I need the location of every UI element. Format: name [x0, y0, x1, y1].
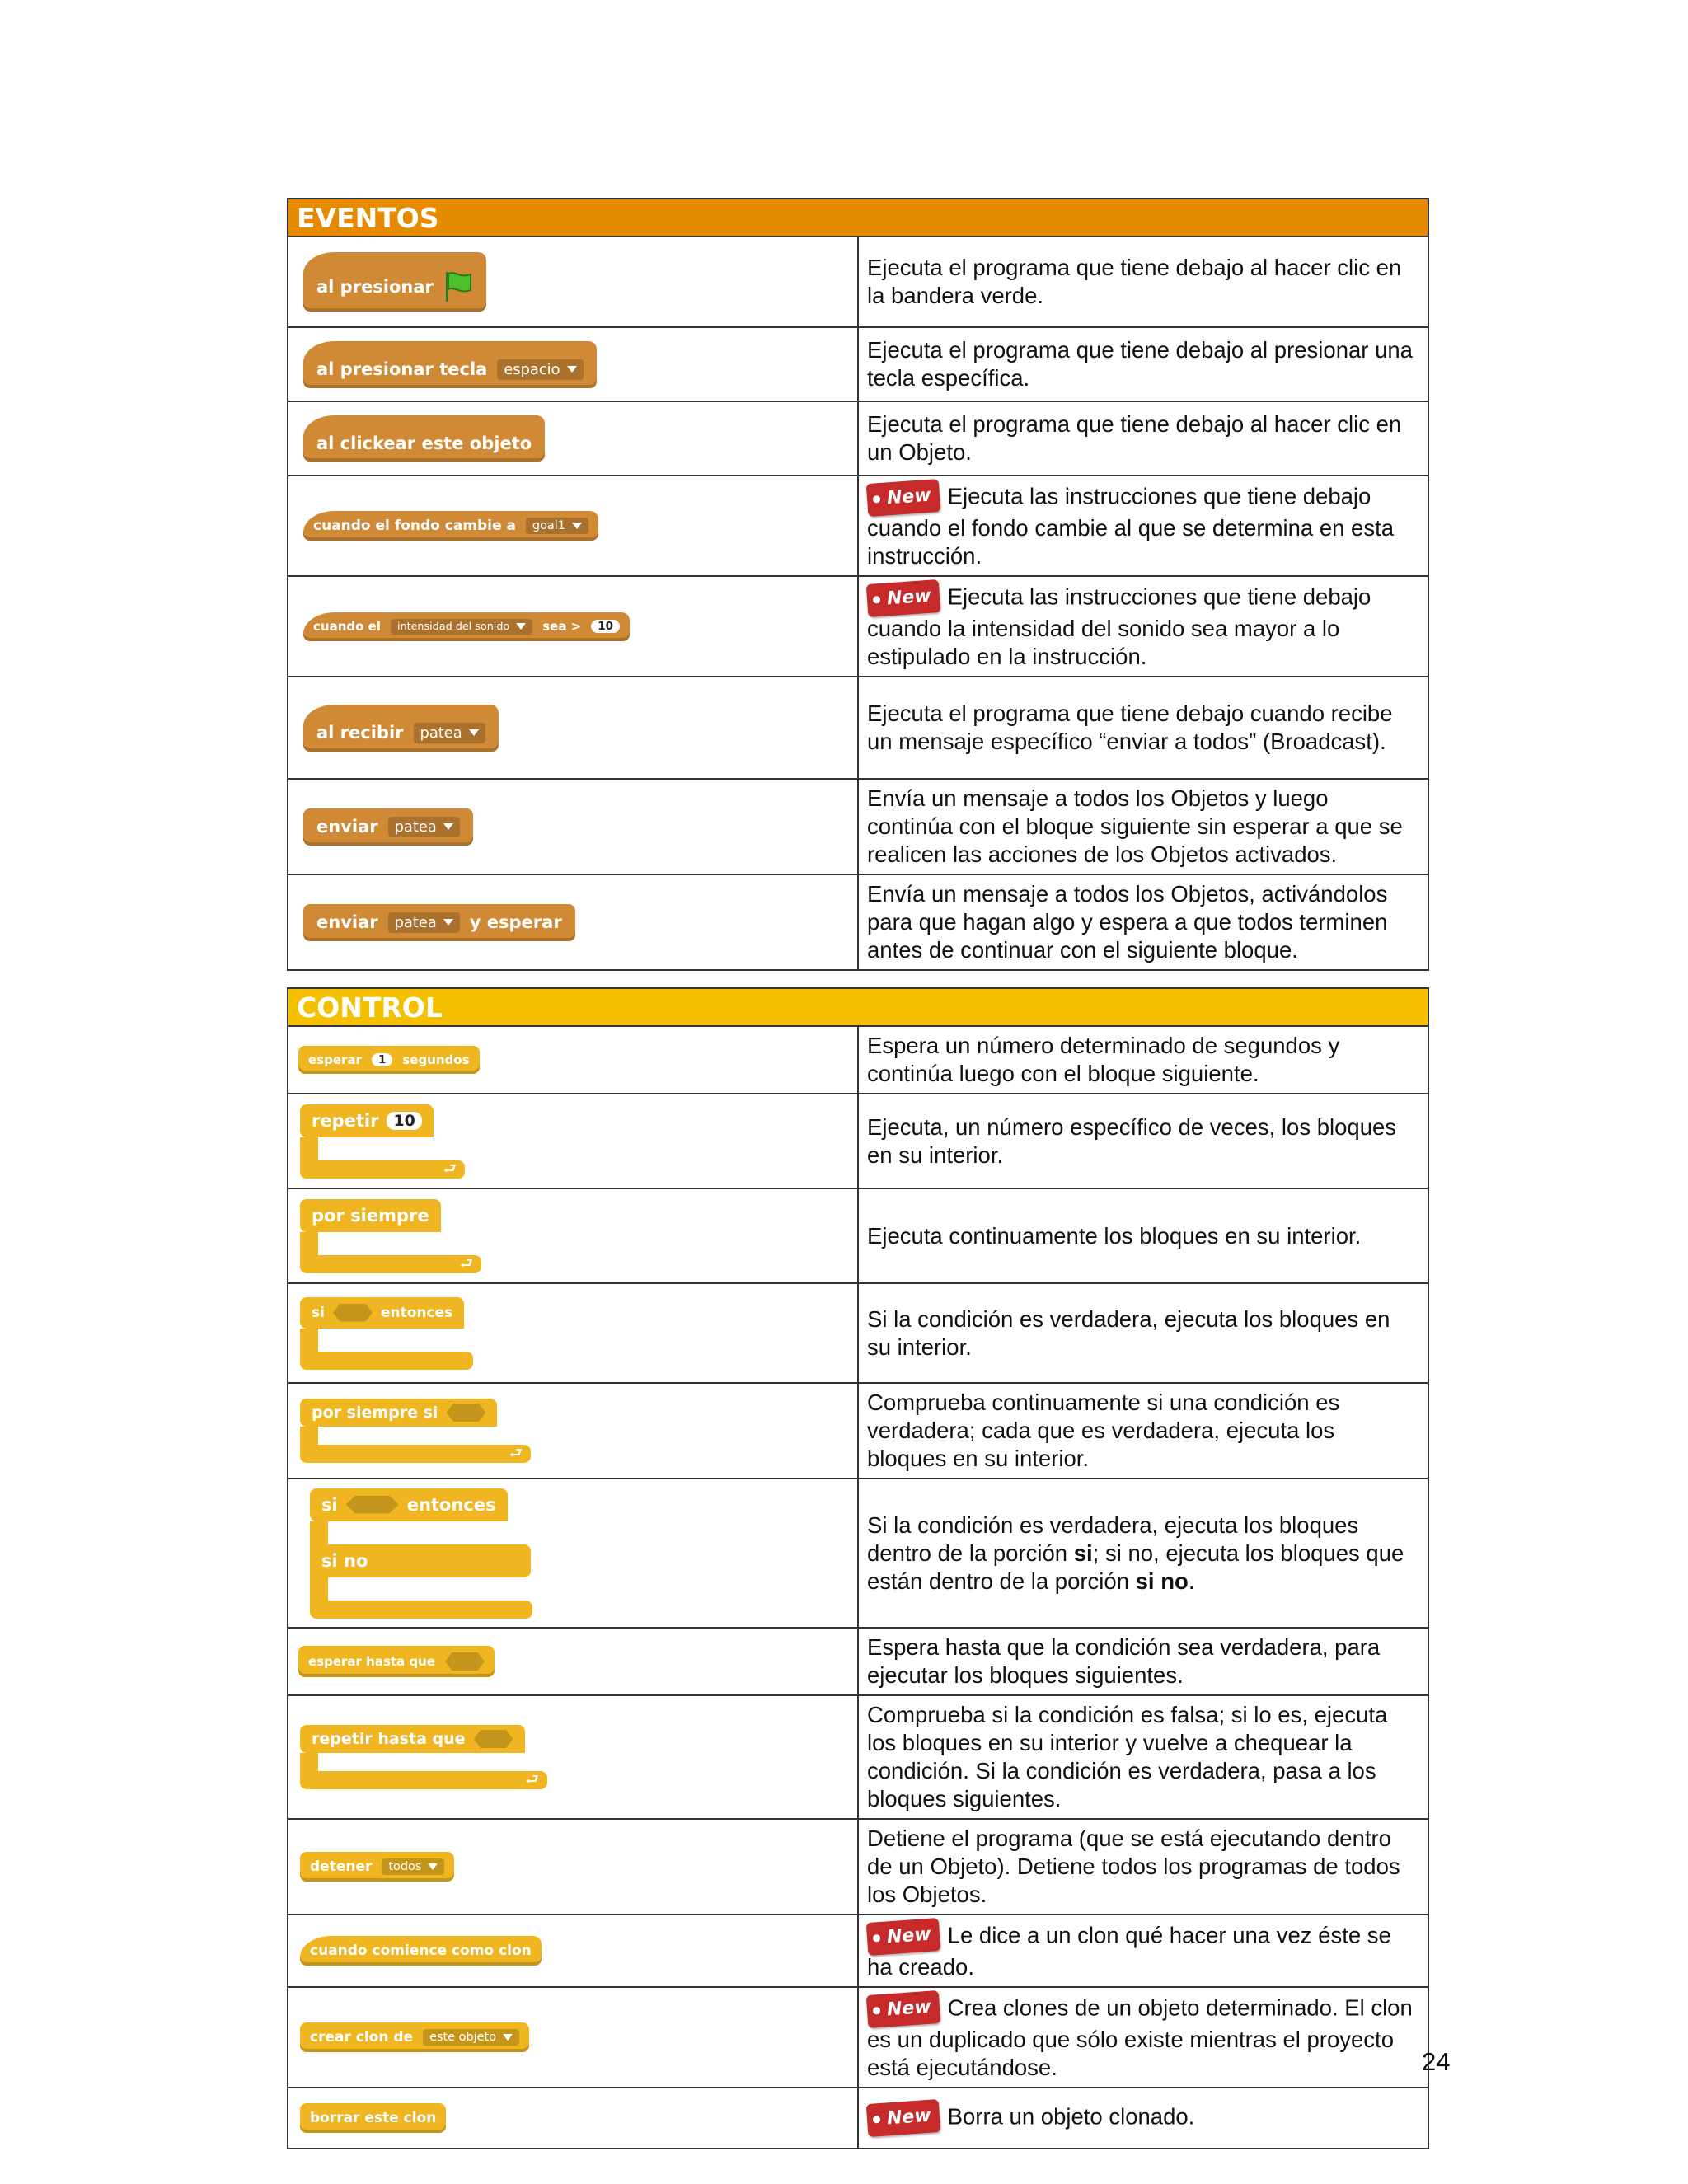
block-label: al recibir — [316, 723, 404, 743]
block-top — [310, 1488, 508, 1521]
block-label: repetir hasta que — [312, 1730, 466, 1748]
new-tag-icon: New — [866, 1990, 940, 2028]
chevron-down-icon — [516, 623, 526, 630]
block-arm — [300, 1232, 318, 1255]
description-text: Crea clones de un objeto determinado. El clon es un duplicado que sólo existe mientras el proyecto está ejecutándose. — [867, 1994, 1413, 2080]
scratch-block-broadcast — [303, 808, 473, 846]
table-row — [288, 1695, 1428, 1819]
block-cell — [288, 1695, 858, 1819]
scratch-block-stop — [300, 1852, 454, 1882]
scratch-block-backdrop-switch — [303, 511, 598, 541]
block-label: sea > — [542, 619, 582, 634]
dropdown — [497, 359, 583, 380]
block-bottom — [300, 1771, 547, 1789]
description — [858, 1915, 1428, 1987]
block-arm — [300, 1753, 318, 1771]
block-label: detener — [310, 1858, 373, 1875]
block-bottom — [300, 1445, 531, 1463]
table-row — [288, 237, 1428, 327]
block-cell — [288, 1383, 858, 1479]
table-row — [288, 1094, 1428, 1188]
block-label: crear clon de — [310, 2029, 414, 2046]
description: Ejecuta el programa que tiene debajo al hacer clic en la bandera verde. — [858, 237, 1428, 327]
chevron-down-icon — [567, 366, 577, 373]
new-tag-icon: New — [866, 2099, 940, 2137]
dropdown — [388, 817, 460, 837]
block-bottom — [300, 1255, 481, 1273]
description-text: Ejecuta las instrucciones que tiene debajo cuando la intensidad del sonido sea mayor a lo estipulado en la instrucción. — [867, 583, 1372, 669]
condition-slot — [446, 1404, 485, 1422]
block-label: al presionar tecla — [316, 359, 488, 379]
dropdown-value: todos — [388, 1860, 422, 1873]
description: Ejecuta el programa que tiene debajo al hacer clic en un Objeto. — [858, 401, 1428, 476]
table-row — [288, 1383, 1428, 1479]
block-arm — [310, 1521, 328, 1544]
table-row — [288, 1188, 1428, 1283]
block-label: enviar — [316, 817, 378, 837]
block-cell — [288, 874, 858, 970]
block-label: y esperar — [469, 912, 562, 932]
block-cell — [288, 779, 858, 874]
block-cell — [288, 401, 858, 476]
dropdown-value: patea — [420, 724, 462, 742]
description: Si la condición es verdadera, ejecuta los bloques en su interior. — [858, 1283, 1428, 1383]
scratch-block-forever — [300, 1199, 481, 1273]
scratch-block-receive — [303, 705, 499, 752]
block-label: cuando comience como clon — [310, 1943, 532, 1959]
block-cell — [288, 476, 858, 576]
block-label: cuando el fondo cambie a — [313, 518, 516, 534]
block-label: si — [321, 1494, 338, 1515]
description-bold: si no — [1135, 1568, 1189, 1594]
description: Ejecuta el programa que tiene debajo al presionar una tecla específica. — [858, 327, 1428, 401]
description — [858, 1479, 1428, 1628]
table-row — [288, 1479, 1428, 1628]
table-row — [288, 779, 1428, 874]
block-label: esperar — [308, 1052, 362, 1067]
eventos-header: EVENTOS — [288, 199, 1428, 237]
scratch-block-sprite-click — [303, 415, 545, 462]
scratch-block-forever-if — [300, 1399, 531, 1463]
number-input: 1 — [372, 1053, 392, 1066]
chevron-down-icon — [469, 729, 479, 736]
scratch-block-wait-until — [298, 1646, 495, 1677]
table-row — [288, 401, 1428, 476]
condition-slot — [445, 1652, 485, 1671]
description: Ejecuta, un número específico de veces, los bloques en su interior. — [858, 1094, 1428, 1188]
table-row — [288, 476, 1428, 576]
table-row — [288, 1915, 1428, 1987]
dropdown — [391, 619, 532, 635]
scratch-block-if-else — [310, 1488, 532, 1619]
block-cell — [288, 237, 858, 327]
number-input: 10 — [591, 620, 620, 633]
green-flag-icon — [443, 270, 473, 303]
block-label: por siempre — [312, 1205, 429, 1226]
loop-arrow-icon: ⮐ — [525, 1771, 539, 1788]
block-label: si — [312, 1304, 325, 1321]
block-cell — [288, 1987, 858, 2088]
dropdown — [414, 723, 485, 743]
description-bold: si — [1073, 1540, 1093, 1566]
block-cell — [288, 1479, 858, 1628]
block-top — [300, 1399, 497, 1427]
control-table — [287, 987, 1429, 2149]
description: Detiene el programa (que se está ejecutando dentro de un Objeto). Detiene todos los programas de todos los Objetos. — [858, 1819, 1428, 1915]
scratch-block-sensor-greater — [303, 612, 630, 641]
description: Ejecuta el programa que tiene debajo cuando recibe un mensaje específico “enviar a todos” (Broadcast). — [858, 677, 1428, 779]
number-input: 10 — [387, 1112, 421, 1130]
loop-arrow-icon: ⮐ — [443, 1160, 457, 1178]
block-cell — [288, 1819, 858, 1915]
condition-slot — [474, 1730, 513, 1748]
chevron-down-icon — [428, 1863, 438, 1870]
block-cell — [288, 1026, 858, 1094]
table-row — [288, 874, 1428, 970]
chevron-down-icon — [443, 823, 453, 830]
condition-slot — [333, 1304, 373, 1322]
dropdown-value: intensidad del sonido — [396, 620, 510, 633]
block-label: al presionar — [316, 277, 434, 297]
new-tag-icon: New — [866, 579, 940, 617]
scratch-block-broadcast-wait — [303, 904, 575, 941]
scratch-block-repeat — [300, 1104, 465, 1179]
block-label: entonces — [406, 1494, 496, 1515]
block-cell — [288, 2088, 858, 2149]
scratch-block-if — [300, 1297, 473, 1370]
loop-arrow-icon: ⮐ — [459, 1254, 473, 1272]
block-cell — [288, 576, 858, 677]
dropdown-value: patea — [394, 913, 437, 931]
chevron-down-icon — [503, 2034, 513, 2041]
block-arm — [300, 1427, 318, 1445]
block-label: si no — [321, 1550, 368, 1571]
block-cell — [288, 1915, 858, 1987]
new-tag-icon: New — [866, 479, 940, 517]
table-row — [288, 2088, 1428, 2149]
description: Espera un número determinado de segundos y continúa luego con el bloque siguiente. — [858, 1026, 1428, 1094]
block-top — [300, 1104, 434, 1137]
block-bottom — [300, 1352, 473, 1370]
block-top — [300, 1199, 441, 1232]
description: Comprueba continuamente si una condición es verdadera; cada que es verdadera, ejecuta los bloques en su interior. — [858, 1383, 1428, 1479]
block-label: por siempre si — [312, 1404, 438, 1422]
dropdown — [382, 1858, 444, 1875]
block-top — [300, 1725, 525, 1753]
description — [858, 2088, 1428, 2149]
scratch-block-delete-clone — [300, 2103, 446, 2133]
description-text: . — [1188, 1568, 1195, 1594]
block-label: cuando el — [313, 619, 381, 634]
description-text: ; si no, ejecuta los bloques que están dentro de la porción — [867, 1540, 1404, 1594]
block-label: entonces — [380, 1304, 453, 1321]
dropdown — [423, 2029, 519, 2046]
description: Ejecuta continuamente los bloques en su interior. — [858, 1188, 1428, 1283]
table-row — [288, 576, 1428, 677]
block-else — [310, 1544, 531, 1577]
scratch-block-repeat-until — [300, 1725, 547, 1789]
chevron-down-icon — [572, 523, 582, 529]
description: Comprueba si la condición es falsa; si lo es, ejecuta los bloques en su interior y vuelve a chequear la condición. Si la condición es verdadera, pasa a los bloques siguientes. — [858, 1695, 1428, 1819]
scratch-block-create-clone — [300, 2022, 529, 2052]
description-text: Ejecuta las instrucciones que tiene debajo cuando el fondo cambie al que se determina en esta instrucción. — [867, 483, 1395, 569]
dropdown — [388, 912, 460, 933]
dropdown-value: patea — [394, 818, 437, 836]
block-cell — [288, 1188, 858, 1283]
block-label: enviar — [316, 912, 378, 932]
scratch-block-wait — [298, 1046, 480, 1074]
description: Envía un mensaje a todos los Objetos, activándolos para que hagan algo y espera a que todos terminen antes de continuar con el siguiente bloque. — [858, 874, 1428, 970]
control-header: CONTROL — [288, 988, 1428, 1026]
block-cell — [288, 677, 858, 779]
description-text: Si la condición es verdadera, ejecuta los bloques dentro de la porción — [867, 1511, 1359, 1566]
table-row — [288, 1987, 1428, 2088]
page-number: 24 — [1422, 2047, 1451, 2076]
scratch-block-green-flag — [303, 252, 486, 312]
table-row — [288, 1283, 1428, 1383]
chevron-down-icon — [443, 919, 453, 926]
block-cell — [288, 327, 858, 401]
loop-arrow-icon: ⮐ — [509, 1445, 523, 1462]
block-label: segundos — [402, 1052, 470, 1067]
block-label: borrar este clon — [310, 2110, 437, 2126]
description-text: Borra un objeto clonado. — [947, 2103, 1195, 2130]
description: Envía un mensaje a todos los Objetos y luego continúa con el bloque siguiente sin esperar a que se realicen las acciones de los Objetos activados. — [858, 779, 1428, 874]
block-arm — [300, 1329, 318, 1352]
block-bottom — [310, 1601, 532, 1619]
eventos-table — [287, 198, 1429, 971]
block-label: al clickear este objeto — [316, 434, 532, 453]
block-arm — [300, 1137, 318, 1160]
block-label: repetir — [312, 1110, 379, 1131]
block-cell — [288, 1628, 858, 1695]
table-row — [288, 677, 1428, 779]
block-bottom — [300, 1160, 465, 1179]
block-cell — [288, 1283, 858, 1383]
dropdown-value: este objeto — [429, 2031, 497, 2044]
scratch-block-key-press — [303, 341, 597, 388]
table-row — [288, 1819, 1428, 1915]
description-text: Le dice a un clon qué hacer una vez éste se ha creado. — [867, 1922, 1391, 1980]
dropdown-value: goal1 — [532, 519, 565, 532]
table-row — [288, 1628, 1428, 1695]
block-arm — [310, 1577, 328, 1601]
block-label: esperar hasta que — [308, 1654, 435, 1669]
scratch-block-clone-start — [300, 1936, 542, 1966]
new-tag-icon: New — [866, 1918, 940, 1956]
block-top — [300, 1297, 464, 1329]
description — [858, 1987, 1428, 2088]
description: Espera hasta que la condición sea verdadera, para ejecutar los bloques siguientes. — [858, 1628, 1428, 1695]
table-row — [288, 327, 1428, 401]
condition-slot — [346, 1496, 399, 1514]
dropdown-value: espacio — [504, 360, 560, 378]
description — [858, 576, 1428, 677]
block-cell — [288, 1094, 858, 1188]
description — [858, 476, 1428, 576]
dropdown — [526, 518, 588, 534]
table-row — [288, 1026, 1428, 1094]
